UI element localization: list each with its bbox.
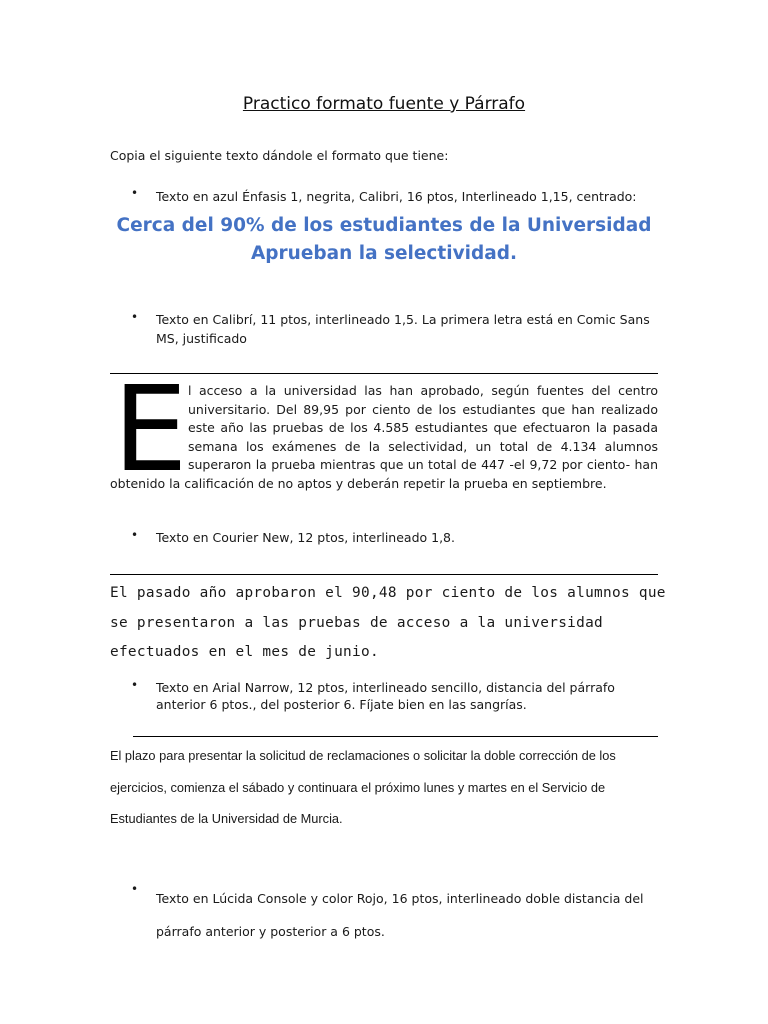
horizontal-rule <box>133 736 658 737</box>
bullet-marker: • <box>131 678 139 692</box>
drop-cap-paragraph-text: l acceso a la universidad las han aprobado, según fuentes del centro universitario. Del 89,95 por ciento de los estudiantes que han realizado este año las pruebas de los 4.585 estudiantes que efectuaron la pasada semana los exámenes de la selectividad, un total de 4.134 alumnos superaron la prueba mientras que un total de 447 -el 9,72 por ciento- han obtenido la calificación de no aptos y deberán repetir la prueba en septiembre. <box>110 383 658 491</box>
document-title: Practico formato fuente y Párrafo <box>242 94 526 114</box>
bullet-marker: • <box>131 882 139 896</box>
horizontal-rule <box>110 373 658 374</box>
bullet-item-4: Texto en Arial Narrow, 12 ptos, interlineado sencillo, distancia del párrafo anterior 6 ptos., del posterior 6. Fíjate bien en las sangrías. <box>156 680 615 712</box>
bullet-item-2: Texto en Calibrí, 11 ptos, interlineado 1,5. La primera letra está en Comic Sans MS, justificado <box>156 312 650 346</box>
bullet-marker: • <box>131 186 139 200</box>
bullet-marker: • <box>131 310 139 324</box>
bullet-item-1: Texto en azul Énfasis 1, negrita, Calibri, 16 ptos, Interlineado 1,15, centrado: <box>156 189 637 204</box>
bullet-item-5: Texto en Lúcida Console y color Rojo, 16 ptos, interlineado doble distancia del párrafo anterior y posterior a 6 ptos. <box>156 891 644 939</box>
bullet-item-3: Texto en Courier New, 12 ptos, interlineado 1,8. <box>156 530 455 545</box>
courier-paragraph: El pasado año aprobaron el 90,48 por ciento de los alumnos que se presentaron a las pruebas de acceso a la universidad efectuados en el mes de junio. <box>110 585 666 660</box>
horizontal-rule <box>110 574 658 575</box>
narrow-paragraph: El plazo para presentar la solicitud de reclamaciones o solicitar la doble corrección de los ejercicios, comienza el sábado y continuara el próximo lunes y martes en el Servicio de Estudiantes de la Universidad de Murcia. <box>110 748 616 826</box>
bullet-marker: • <box>131 528 139 542</box>
drop-cap-space <box>110 382 188 474</box>
drop-cap-paragraph <box>110 382 658 494</box>
drop-cap-letter: E <box>113 360 188 498</box>
blue-heading: Cerca del 90% de los estudiantes de la Universidad Aprueban la selectividad. <box>116 215 652 264</box>
intro-text: Copia el siguiente texto dándole el formato que tiene: <box>110 148 449 163</box>
